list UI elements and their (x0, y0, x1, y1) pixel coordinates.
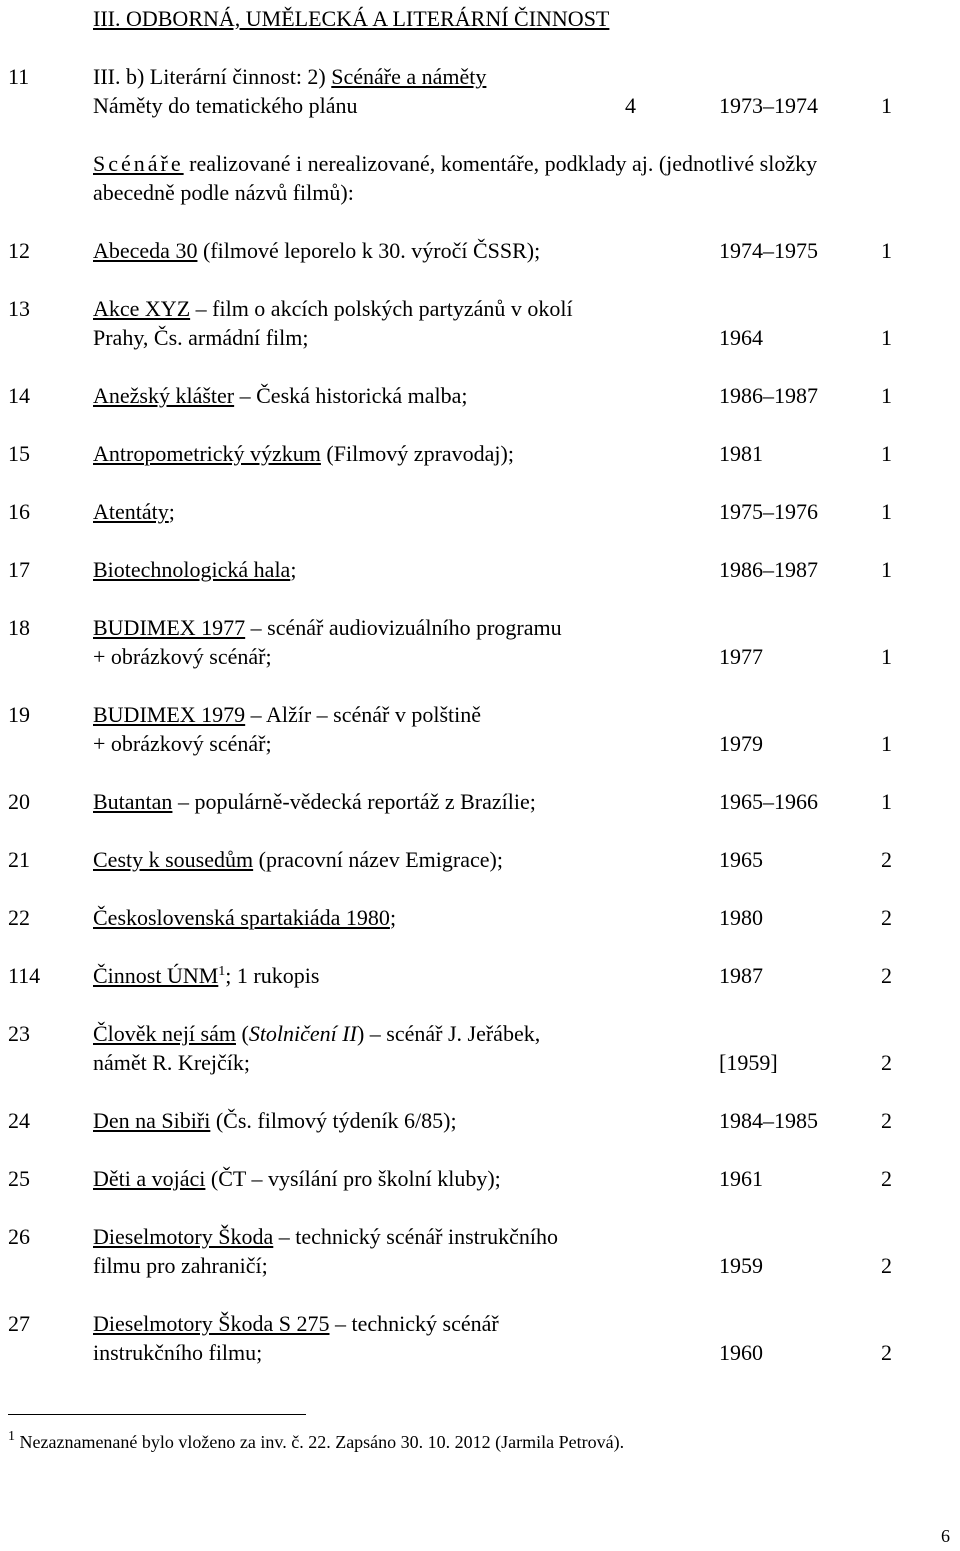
entry-desc: ; (389, 905, 397, 930)
entry-title-line (93, 1106, 457, 1135)
entry-box: 2 (881, 847, 892, 872)
entry-desc-line-2: instrukčního filmu; (93, 1340, 263, 1365)
entry-number: 22 (8, 905, 30, 930)
entry-title: Antropometrický výzkum (93, 441, 321, 466)
entry-title: Butantan (93, 789, 173, 814)
entry-title-line (93, 381, 468, 410)
entry-years: 1965–1966 (719, 789, 818, 814)
entry-number: 18 (8, 615, 30, 640)
page-heading: III. ODBORNÁ, UMĚLECKÁ A LITERÁRNÍ ČINNOST (93, 6, 610, 31)
entry-desc-line-2: filmu pro zahraničí; (93, 1253, 268, 1278)
footnote-text: Nezaznamenané bylo vloženo za inv. č. 22. Zapsáno 30. 10. 2012 (Jarmila Petrová). (15, 1432, 625, 1452)
entry-title-line (93, 1164, 501, 1193)
entry-years: 1960 (719, 1340, 763, 1365)
entry-title-line (93, 613, 562, 642)
entry-number: 25 (8, 1166, 30, 1191)
entry-desc: – Alžír – scénář v polštině (245, 702, 482, 727)
entry-desc: – scénář audiovizuálního programu (245, 615, 562, 640)
entry-years: 1977 (719, 644, 763, 669)
entry-number: 17 (8, 557, 30, 582)
entry-box: 1 (881, 644, 892, 669)
page-number: 6 (941, 1526, 950, 1546)
entry-years: 1965 (719, 847, 763, 872)
entry-desc-line-2: + obrázkový scénář; (93, 644, 272, 669)
entry-box: 2 (881, 963, 892, 988)
entry-box: 1 (881, 499, 892, 524)
entry-box: 1 (881, 789, 892, 814)
entry-footnote-mark: 1 (218, 964, 226, 979)
entry-years: [1959] (719, 1050, 778, 1075)
entry-desc: ; (290, 557, 297, 582)
entry-title: Člověk nejí sám (93, 1021, 236, 1046)
entry-number: 12 (8, 238, 30, 263)
entry-title-line (93, 555, 296, 584)
entry-number: 19 (8, 702, 30, 727)
entry-number: 114 (8, 963, 41, 988)
entry-title: Dieselmotory Škoda S 275 (93, 1311, 330, 1336)
entry-desc: ; 1 rukopis (225, 963, 320, 988)
entry-number: 14 (8, 383, 30, 408)
intro-spaced-word: Scénáře (93, 151, 184, 176)
entry-desc-italic: Stolničení II (248, 1021, 357, 1046)
entry-years: 1974–1975 (719, 238, 818, 263)
entry-title: Den na Sibiři (93, 1108, 211, 1133)
section-title (93, 62, 486, 91)
entry-desc-line-2: Prahy, Čs. armádní film; (93, 325, 309, 350)
entry-title: Československá spartakiáda 1980 (93, 905, 390, 930)
entry-title-line (93, 961, 319, 990)
entry-number: 15 (8, 441, 30, 466)
entry-title: Cesty k sousedům (93, 847, 254, 872)
entry-title: Akce XYZ (93, 296, 191, 321)
entry-title-line (93, 700, 481, 729)
entry-title: BUDIMEX 1979 (93, 702, 246, 727)
entry-desc-line-2: námět R. Krejčík; (93, 1050, 251, 1075)
entry-years: 1986–1987 (719, 383, 818, 408)
entry-years: 1987 (719, 963, 763, 988)
entry-title: Dieselmotory Škoda (93, 1224, 274, 1249)
footnote (8, 1428, 624, 1457)
entry-number: 13 (8, 296, 30, 321)
entry-box: 1 (881, 557, 892, 582)
entry-title-line (93, 845, 503, 874)
entry-title: Anežský klášter (93, 383, 235, 408)
entry-desc: (Čs. filmový týdeník 6/85); (210, 1108, 457, 1133)
entry-title: Atentáty (93, 499, 169, 524)
entry-number: 23 (8, 1021, 30, 1046)
section-title-prefix: III. b) Literární činnost: 2) (93, 64, 332, 89)
section-number: 11 (8, 64, 30, 89)
entry-box: 1 (881, 325, 892, 350)
entry-box: 1 (881, 238, 892, 263)
entry-years: 1961 (719, 1166, 763, 1191)
entry-title-line (93, 497, 175, 526)
entry-number: 27 (8, 1311, 30, 1336)
entry-desc: (Filmový zpravodaj); (320, 441, 514, 466)
entry-number: 24 (8, 1108, 30, 1133)
entry-years: 1984–1985 (719, 1108, 818, 1133)
entry-desc: ; (168, 499, 175, 524)
intro-rest: realizované i nerealizované, komentáře, podklady aj. (jednotlivé složky (183, 151, 818, 176)
entry-title-line (93, 1019, 540, 1048)
section-years: 1973–1974 (719, 93, 818, 118)
entry-number: 16 (8, 499, 30, 524)
entry-title-line (93, 294, 573, 323)
intro-line-2: abecedně podle názvů filmů): (93, 180, 354, 205)
entry-box: 2 (881, 1050, 892, 1075)
intro-line-1 (93, 149, 817, 178)
entry-years: 1979 (719, 731, 763, 756)
entry-desc: – film o akcích polských partyzánů v okolí (190, 296, 573, 321)
entry-box: 2 (881, 1166, 892, 1191)
entry-title: Děti a vojáci (93, 1166, 206, 1191)
entry-desc-line-2: + obrázkový scénář; (93, 731, 272, 756)
entry-years: 1959 (719, 1253, 763, 1278)
entry-years: 1975–1976 (719, 499, 818, 524)
section-box: 1 (881, 93, 892, 118)
entry-desc: – technický scénář instrukčního (273, 1224, 558, 1249)
entry-desc: (pracovní název Emigrace); (253, 847, 503, 872)
entry-years: 1964 (719, 325, 763, 350)
footnote-rule (8, 1414, 306, 1415)
entry-title-line (93, 787, 536, 816)
entry-box: 2 (881, 1340, 892, 1365)
entry-box: 2 (881, 905, 892, 930)
section-title-link: Scénáře a náměty (331, 64, 487, 89)
entry-box: 1 (881, 731, 892, 756)
section-subtitle: Náměty do tematického plánu (93, 93, 358, 118)
entry-desc: ( (235, 1021, 249, 1046)
entry-box: 1 (881, 383, 892, 408)
entry-desc: – technický scénář (329, 1311, 499, 1336)
entry-title: Biotechnologická hala (93, 557, 291, 582)
entry-desc: – Česká historická malba; (234, 383, 468, 408)
footnote-mark: 1 (8, 1429, 15, 1444)
section-count: 4 (625, 93, 636, 118)
entry-years: 1986–1987 (719, 557, 818, 582)
entry-title-line (93, 903, 396, 932)
entry-years: 1981 (719, 441, 763, 466)
entry-number: 21 (8, 847, 30, 872)
entry-title: Činnost ÚNM (93, 963, 219, 988)
entry-title-line (93, 1222, 558, 1251)
entry-years: 1980 (719, 905, 763, 930)
entry-title-line (93, 1309, 499, 1338)
entry-number: 20 (8, 789, 30, 814)
entry-desc: (filmové leporelo k 30. výročí ČSSR); (197, 238, 541, 263)
entry-box: 2 (881, 1253, 892, 1278)
entry-title-line (93, 439, 514, 468)
entry-number: 26 (8, 1224, 30, 1249)
entry-title: BUDIMEX 1977 (93, 615, 246, 640)
entry-desc: ) – scénář J. Jeřábek, (356, 1021, 541, 1046)
entry-box: 1 (881, 441, 892, 466)
entry-title-line (93, 236, 540, 265)
entry-box: 2 (881, 1108, 892, 1133)
entry-desc: (ČT – vysílání pro školní kluby); (205, 1166, 501, 1191)
entry-title: Abeceda 30 (93, 238, 198, 263)
entry-desc: – populárně-vědecká reportáž z Brazílie; (172, 789, 536, 814)
